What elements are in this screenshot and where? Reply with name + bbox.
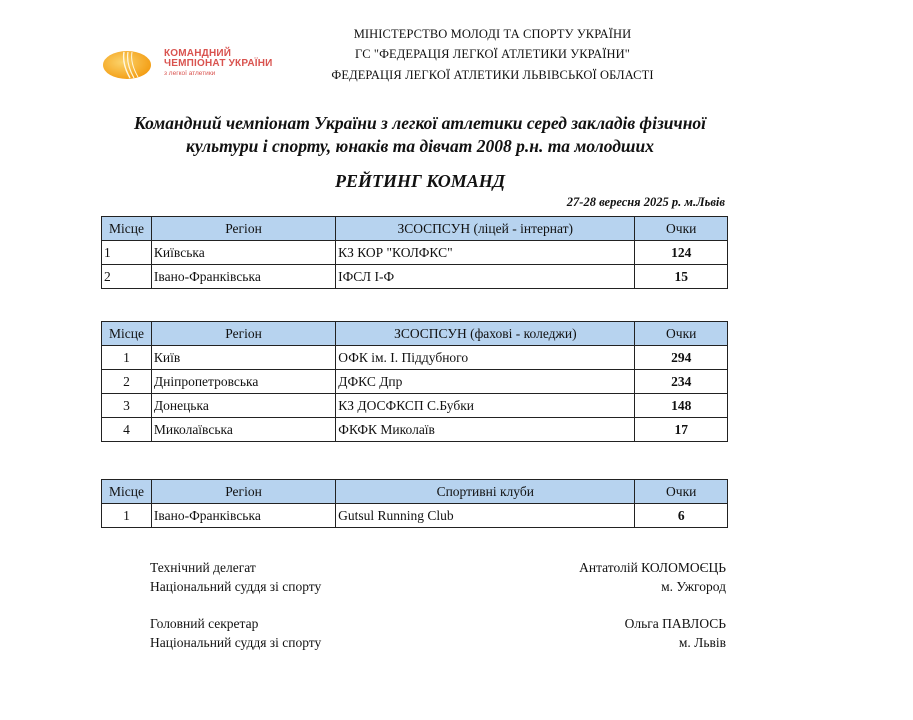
cell-region: Київ <box>151 346 335 370</box>
cell-place: 1 <box>102 504 152 528</box>
cell-region: Київська <box>151 241 335 265</box>
header-team: ЗСОСПСУН (ліцей - інтернат) <box>336 217 635 241</box>
table-row <box>102 370 728 394</box>
signature-title: Національний суддя зі спорту <box>150 635 322 650</box>
cell-region: Дніпропетровська <box>151 370 335 394</box>
table-row <box>102 418 728 442</box>
cell-place: 1 <box>102 241 152 265</box>
document-subtitle: РЕЙТИНГ КОМАНД <box>334 171 506 191</box>
table-header-row <box>102 480 728 504</box>
signature-name-block-chief-secretary <box>625 614 726 652</box>
signature-role: Головний секретар <box>150 616 259 631</box>
table-row <box>102 504 728 528</box>
header-place: Місце <box>102 217 152 241</box>
header-points: Очки <box>635 322 728 346</box>
signature-title: Національний суддя зі спорту <box>150 579 322 594</box>
header-place: Місце <box>102 322 152 346</box>
header-region: Регіон <box>151 322 335 346</box>
logo-line-1: КОМАНДНИЙ <box>164 48 232 59</box>
cell-team: ДФКС Дпр <box>336 370 635 394</box>
header-place: Місце <box>102 480 152 504</box>
cell-place: 2 <box>102 265 152 289</box>
cell-region: Івано-Франківська <box>151 504 335 528</box>
header-region: Регіон <box>151 217 335 241</box>
event-date: 27-28 вересня 2025 р. м.Львів <box>566 195 725 209</box>
table-header-row <box>102 217 728 241</box>
cell-points: 124 <box>635 241 728 265</box>
signature-name: Антатолій КОЛОМОЄЦЬ <box>579 560 726 575</box>
logo-line-3: з легкої атлетики <box>164 70 216 77</box>
table-header-row <box>102 322 728 346</box>
cell-place: 2 <box>102 370 152 394</box>
document-title <box>110 112 730 158</box>
cell-points: 17 <box>635 418 728 442</box>
table-row <box>102 265 728 289</box>
cell-place: 3 <box>102 394 152 418</box>
signature-block-chief-secretary <box>150 614 321 652</box>
cell-region: Миколаївська <box>151 418 335 442</box>
header-points: Очки <box>635 480 728 504</box>
cell-points: 6 <box>635 504 728 528</box>
cell-points: 15 <box>635 265 728 289</box>
signature-name: Ольга ПАВЛОСЬ <box>624 616 726 631</box>
championship-logo <box>100 46 300 86</box>
cell-team: ФКФК Миколаїв <box>336 418 635 442</box>
cell-team: ІФСЛ І-Ф <box>336 265 635 289</box>
header-team: Спортивні клуби <box>336 480 635 504</box>
ranking-table-colleges <box>101 321 728 442</box>
title-line-1: Командний чемпіонат України з легкої атлетики серед закладів фізичної <box>133 113 707 133</box>
table-row <box>102 241 728 265</box>
table-row <box>102 346 728 370</box>
cell-points: 234 <box>635 370 728 394</box>
signature-city: м. Львів <box>678 635 726 650</box>
header-team: ЗСОСПСУН (фахові - коледжи) <box>336 322 635 346</box>
cell-region: Донецька <box>151 394 335 418</box>
header-points: Очки <box>635 217 728 241</box>
signature-block-technical-delegate <box>150 558 321 596</box>
header-region: Регіон <box>151 480 335 504</box>
cell-place: 4 <box>102 418 152 442</box>
runner-track-logo-icon <box>102 50 152 80</box>
table-row <box>102 394 728 418</box>
regional-federation-heading: ФЕДЕРАЦІЯ ЛЕГКОЇ АТЛЕТИКИ ЛЬВІВСЬКОЇ ОБЛАСТІ <box>331 68 654 82</box>
ministry-heading: МІНІСТЕРСТВО МОЛОДІ ТА СПОРТУ УКРАЇНИ <box>353 27 632 41</box>
ranking-table-lyceum <box>101 216 728 289</box>
logo-text <box>164 49 273 78</box>
logo-line-2: ЧЕМПІОНАТ УКРАЇНИ <box>164 58 273 69</box>
federation-heading: ГС "ФЕДЕРАЦІЯ ЛЕГКОЇ АТЛЕТИКИ УКРАЇНИ" <box>355 47 630 61</box>
cell-region: Івано-Франківська <box>151 265 335 289</box>
cell-team: КЗ КОР "КОЛФКС" <box>336 241 635 265</box>
signature-city: м. Ужгород <box>661 579 726 594</box>
cell-points: 294 <box>635 346 728 370</box>
signature-role: Технічний делегат <box>150 560 256 575</box>
cell-team: Gutsul Running Club <box>336 504 635 528</box>
signature-name-block-technical-delegate <box>579 558 726 596</box>
title-line-2: культури і спорту, юнаків та дівчат 2008 р.н. та молодших <box>186 136 654 156</box>
cell-place: 1 <box>102 346 152 370</box>
ranking-table-clubs <box>101 479 728 528</box>
cell-points: 148 <box>635 394 728 418</box>
cell-team: ОФК ім. І. Піддубного <box>336 346 635 370</box>
cell-team: КЗ ДОСФКСП С.Бубки <box>336 394 635 418</box>
